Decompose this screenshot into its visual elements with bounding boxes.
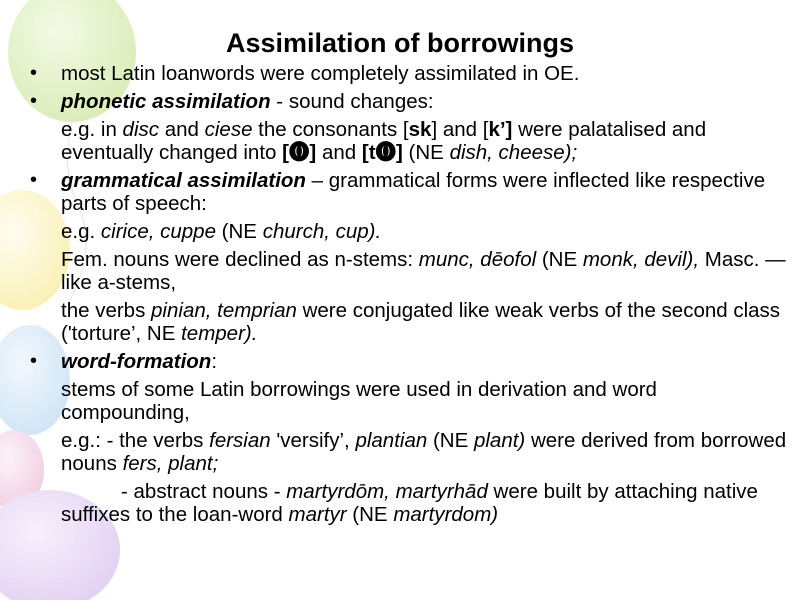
italic-run: plant) [473, 429, 526, 452]
italic-run: martyrdom) [393, 503, 499, 526]
paragraph-grammatical-example [0, 220, 788, 243]
paragraph-stems [0, 378, 788, 424]
bullet-text: : [211, 350, 218, 373]
italic-run: martyr [288, 503, 347, 526]
slide-title: Assimilation of borrowings [225, 28, 575, 58]
paragraph-phonetic-example [0, 118, 788, 164]
italic-run: plantian [355, 429, 428, 452]
text-run: (NE [402, 141, 450, 164]
italic-run: temper). [181, 322, 258, 345]
bullet-heading: grammatical assimilation [61, 169, 306, 192]
bold-run: sk [408, 118, 432, 141]
italic-run: fersian [209, 429, 271, 452]
text-run: (NE [346, 503, 394, 526]
bold-run: k’] [488, 118, 513, 141]
italic-run: disc [122, 118, 160, 141]
paragraph-noun-declension [0, 248, 788, 294]
text-run: were derived from borrowed nouns [61, 429, 787, 475]
text-run: e.g. [61, 220, 101, 243]
italic-run: cirice, cuppe [100, 220, 216, 243]
bullet-text: - sound changes: [270, 90, 434, 113]
text-run: (NE [215, 220, 263, 243]
italic-run: church, cup). [262, 220, 382, 243]
italic-run: pinian, temprian [151, 299, 297, 322]
text-run: stems of some Latin borrowings were used in derivation and word compounding, [61, 378, 657, 424]
bullet-heading: phonetic assimilation [61, 90, 271, 113]
paragraph-verbs-derived [0, 429, 788, 475]
text-run: e.g. in [61, 118, 123, 141]
text-run: (NE [427, 429, 474, 452]
italic-run: monk, devil), [582, 248, 700, 271]
italic-run: munc, dēofol [418, 248, 537, 271]
bold-run: [⓿] [282, 141, 317, 164]
slide-content [0, 62, 800, 531]
bullet-phonetic-assimilation [0, 90, 788, 113]
bullet-word-formation [0, 350, 788, 373]
text-run: 'versify’, [270, 429, 356, 452]
italic-run: fers, plant; [122, 452, 219, 475]
text-run: the consonants [ [252, 118, 409, 141]
text-run: were conjugated like weak verbs of the second class ('torture’, NE [61, 299, 781, 345]
text-run: ] and [ [431, 118, 489, 141]
text-run: the verbs [61, 299, 152, 322]
bullet-grammatical-assimilation [0, 169, 788, 215]
bullet-text: most Latin loanwords were completely assimilated in OE. [61, 62, 580, 85]
italic-run: ciese [204, 118, 253, 141]
italic-run: martyrdōm, martyrhād [286, 480, 488, 503]
italic-run: dish, cheese); [449, 141, 578, 164]
bullet-latin-loanwords [0, 62, 788, 85]
text-run: - abstract nouns - [121, 480, 287, 503]
text-run: Masc. — like a-stems, [61, 248, 786, 294]
text-run: were built by attaching native suffixes to the loan-word [61, 480, 758, 526]
paragraph-abstract-nouns [0, 480, 788, 526]
text-run: (NE [536, 248, 583, 271]
text-run: and [316, 141, 362, 164]
bold-run: [t⓿] [361, 141, 403, 164]
paragraph-verb-conjugation [0, 299, 788, 345]
text-run: were palatalised and eventually changed into [61, 118, 707, 164]
bullet-heading: word-formation [61, 350, 212, 373]
text-run: e.g.: - the verbs [61, 429, 210, 452]
bullet-text: – grammatical forms were inflected like respective parts of speech: [61, 169, 766, 215]
text-run: and [159, 118, 205, 141]
text-run: Fem. nouns were declined as n-stems: [61, 248, 419, 271]
